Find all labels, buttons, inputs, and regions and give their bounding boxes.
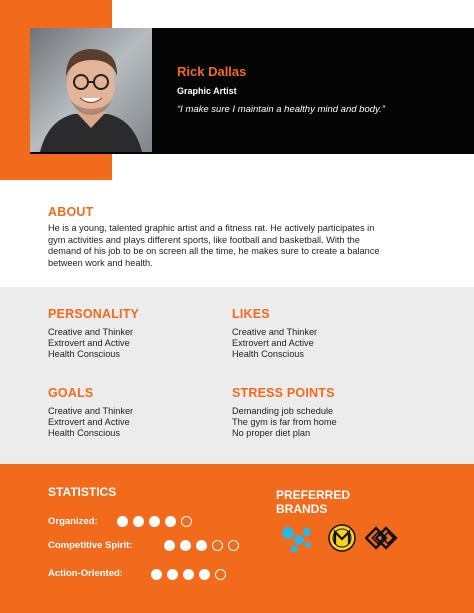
- statistics-title: STATISTICS: [48, 485, 117, 499]
- m-badge-brand-icon: [325, 522, 359, 552]
- rating-dot-filled: [167, 569, 178, 580]
- droplets-brand-icon: [280, 524, 314, 554]
- rating-dot-filled: [151, 569, 162, 580]
- rating-dot-filled: [165, 516, 176, 527]
- rating-dot-filled: [117, 516, 128, 527]
- personality-list: [48, 327, 133, 361]
- list-item: Health Conscious: [48, 428, 121, 439]
- profile-photo: [30, 28, 152, 152]
- rating-dot-empty: [215, 569, 226, 580]
- rating-dot-filled: [196, 540, 207, 551]
- list-item: Extrovert and Active: [232, 338, 314, 349]
- rating-dot-filled: [199, 569, 210, 580]
- stat-rating-competitive-spirit: [164, 540, 239, 551]
- goals-list: [48, 406, 133, 440]
- about-line: between work and health.: [48, 257, 153, 268]
- list-item: Health Conscious: [48, 349, 121, 360]
- goals-title: GOALS: [48, 386, 94, 400]
- stat-label-action-oriented: Action-Oriented:: [48, 568, 123, 579]
- preferred-brands-line: BRANDS: [276, 502, 328, 516]
- rating-dot-filled: [133, 516, 144, 527]
- list-item: Creative and Thinker: [232, 327, 318, 337]
- list-item: The gym is far from home: [232, 417, 337, 428]
- list-item: No proper diet plan: [232, 428, 311, 439]
- about-text: [48, 223, 434, 269]
- stat-rating-action-oriented: [151, 569, 226, 580]
- rating-dot-filled: [183, 569, 194, 580]
- stress-points-list: [232, 406, 337, 440]
- rating-dot-empty: [212, 540, 223, 551]
- list-item: Extrovert and Active: [48, 338, 130, 349]
- stat-rating-organized: [117, 516, 192, 527]
- profile-name: Rick Dallas: [177, 64, 247, 79]
- interlocked-squares-brand-icon: [365, 522, 399, 552]
- about-title: ABOUT: [48, 205, 94, 219]
- profile-quote: “I make sure I maintain a healthy mind and body.”: [177, 104, 385, 115]
- rating-dot-empty: [228, 540, 239, 551]
- list-item: Extrovert and Active: [48, 417, 130, 428]
- about-line: He is a young, talented graphic artist and a fitness rat. He actively participates in: [48, 223, 375, 233]
- list-item: Health Conscious: [232, 349, 305, 360]
- rating-dot-filled: [180, 540, 191, 551]
- list-item: Creative and Thinker: [48, 406, 134, 416]
- rating-dot-empty: [181, 516, 192, 527]
- rating-dot-filled: [164, 540, 175, 551]
- profile-role: Graphic Artist: [177, 86, 237, 96]
- preferred-brands-title: [276, 488, 350, 516]
- rating-dot-filled: [149, 516, 160, 527]
- stat-label-organized: Organized:: [48, 516, 98, 527]
- stat-label-competitive-spirit: Competitive Spirit:: [48, 540, 133, 551]
- about-line: demand of his job to be on screen all the time, he makes sure to create a balance: [48, 246, 380, 256]
- stress-points-title: STRESS POINTS: [232, 386, 335, 400]
- personality-title: PERSONALITY: [48, 307, 140, 321]
- likes-list: [232, 327, 317, 361]
- list-item: Creative and Thinker: [48, 327, 134, 337]
- list-item: Demanding job schedule: [232, 406, 334, 416]
- likes-title: LIKES: [232, 307, 270, 321]
- preferred-brands-line: PREFERRED: [276, 488, 351, 502]
- about-line: gym activities and plays different sports, like football and basketball. With the: [48, 234, 360, 245]
